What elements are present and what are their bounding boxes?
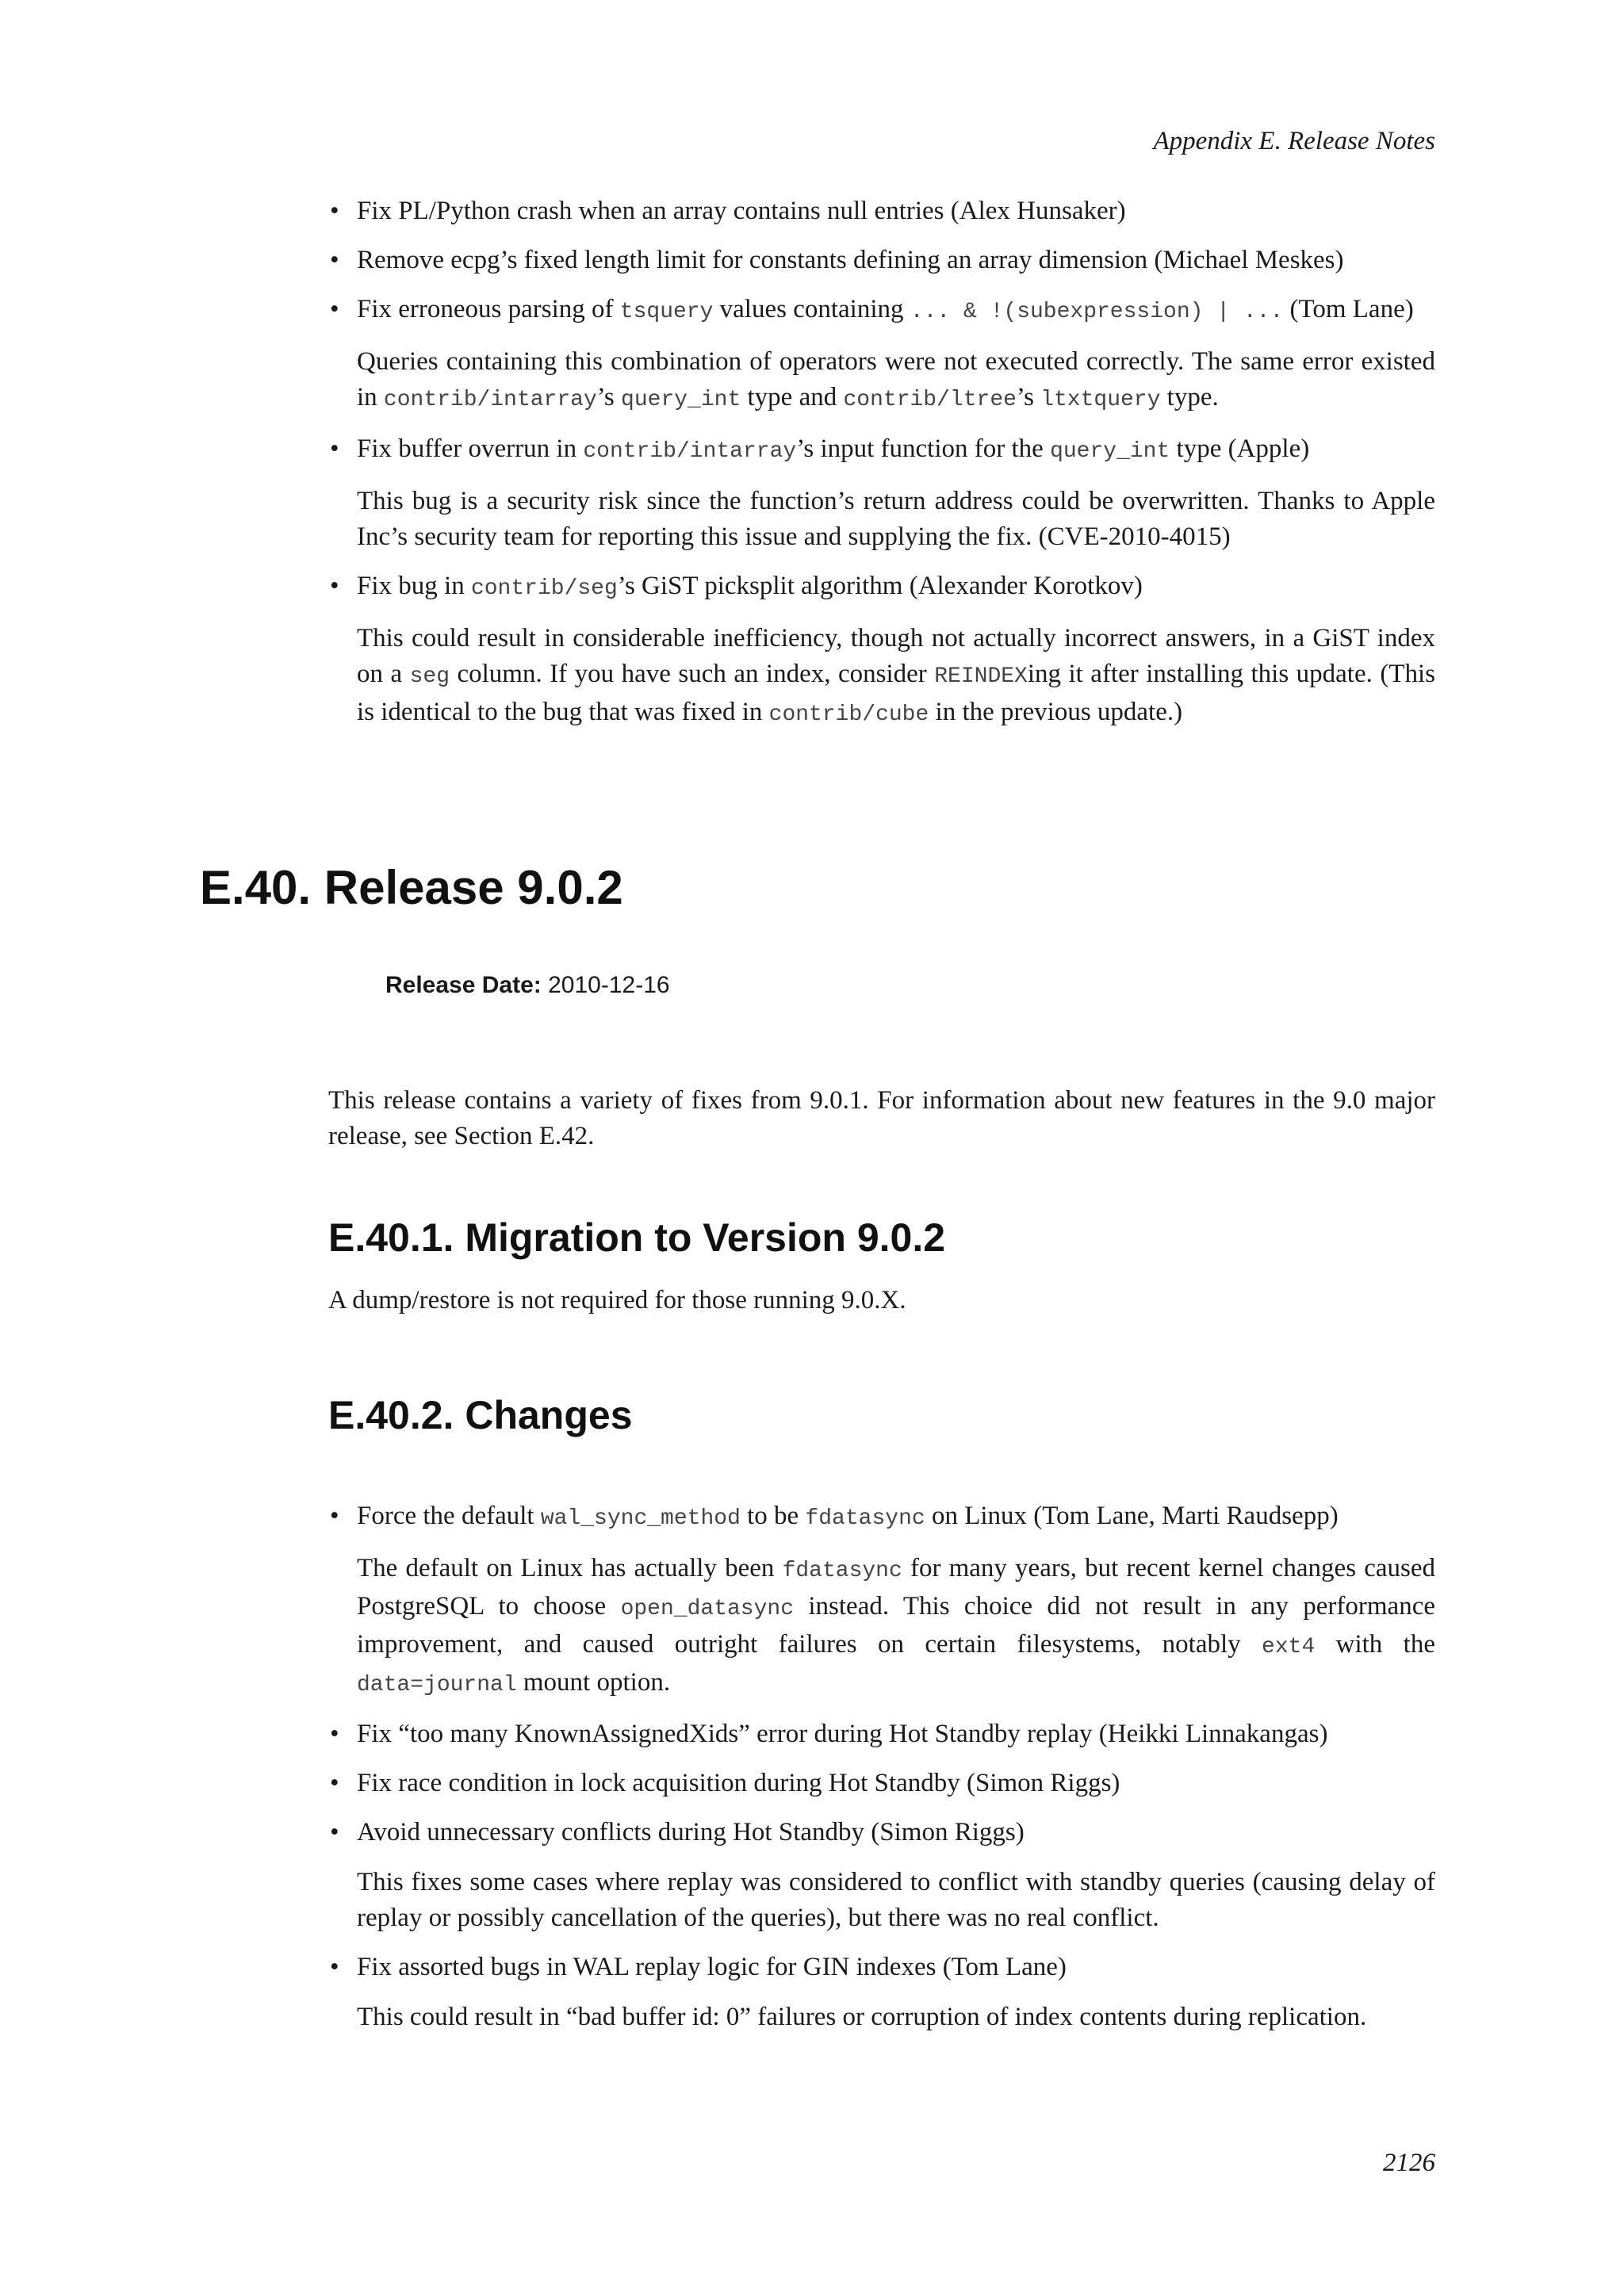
release-date (385, 972, 670, 999)
item-note: The default on Linux has actually been fdatasync for many years, but recent kernel changes caused PostgreSQL to choose open_datasync instead. This choice did not result in any performance improvement, and caused outright failures on certain filesystems, notably ext4 with the data=journal mount option. (357, 1554, 1436, 1697)
list-item (328, 1498, 1435, 1703)
list-item (328, 243, 1435, 278)
release-date-label: Release Date: (385, 972, 542, 998)
bullet-icon: • (330, 295, 339, 323)
list-item (328, 292, 1435, 418)
item-note: Queries containing this combination of operators were not executed correctly. The same error existed in contrib/intarray’s query_int type and contrib/ltree’s ltxtquery type. (357, 347, 1435, 412)
previous-release-fixes (328, 193, 1435, 746)
section-title: E.40. Release 9.0.2 (200, 861, 623, 914)
list-item (328, 1716, 1435, 1752)
bullet-icon: • (330, 1502, 339, 1530)
list-item (328, 1950, 1435, 2035)
item-text: Fix “too many KnownAssignedXids” error during Hot Standby replay (Heikki Linnakangas) (357, 1720, 1328, 1748)
item-text: Fix PL/Python crash when an array contains null entries (Alex Hunsaker) (357, 197, 1126, 225)
item-note: This could result in considerable inefficiency, though not actually incorrect answers, in a GiST index on a seg column. If you have such an index, consider REINDEXing it after installing this update. (This is identical to the bug that was fixed in contrib/cube in the previous update.) (357, 624, 1435, 727)
running-head: Appendix E. Release Notes (1153, 127, 1435, 155)
bullet-icon: • (330, 434, 339, 463)
list-item (328, 431, 1435, 555)
migration-heading: E.40.1. Migration to Version 9.0.2 (328, 1215, 946, 1260)
list-item (328, 568, 1435, 733)
changes-list-container (328, 1498, 1435, 2049)
item-note: This fixes some cases where replay was considered to conflict with standby queries (causing delay of replay or possibly cancellation of the queries), but there was no real conflict. (357, 1868, 1435, 1932)
item-text: Fix buffer overrun in contrib/intarray’s input function for the query_int type (Apple) (357, 434, 1310, 464)
item-text: Avoid unnecessary conflicts during Hot Standby (Simon Riggs) (357, 1818, 1025, 1846)
item-note: This could result in “bad buffer id: 0” failures or corruption of index contents during replication. (357, 2003, 1367, 2031)
bullet-icon: • (330, 572, 339, 600)
item-text: Fix race condition in lock acquisition during Hot Standby (Simon Riggs) (357, 1769, 1120, 1797)
bullet-icon: • (330, 1720, 339, 1748)
item-note: This bug is a security risk since the function’s return address could be overwritten. Thanks to Apple Inc’s security team for reporting this issue and supplying the fix. (CVE-2010-4015) (357, 487, 1435, 551)
code-tsquery: tsquery (619, 300, 714, 324)
item-text: Remove ecpg’s fixed length limit for constants defining an array dimension (Michael Meskes) (357, 246, 1344, 274)
changes-list (328, 1498, 1435, 2035)
bullet-icon: • (330, 1769, 339, 1797)
item-text: Fix erroneous parsing of tsquery values containing ... & !(subexpression) | ... (Tom Lane) (357, 295, 1414, 324)
page-number: 2126 (1383, 2149, 1435, 2177)
item-text: Fix assorted bugs in WAL replay logic for GIN indexes (Tom Lane) (357, 1953, 1067, 1981)
bullet-icon: • (330, 1953, 339, 1981)
section-intro: This release contains a variety of fixes from 9.0.1. For information about new features in the 9.0 major release, see Section E.42. (328, 1086, 1435, 1150)
list-item (328, 1815, 1435, 1936)
migration-text: A dump/restore is not required for those running 9.0.X. (328, 1286, 906, 1314)
bullet-icon: • (330, 246, 339, 274)
changes-heading: E.40.2. Changes (328, 1393, 633, 1437)
bullet-icon: • (330, 197, 339, 225)
item-text: Fix bug in contrib/seg’s GiST picksplit algorithm (Alexander Korotkov) (357, 572, 1143, 601)
release-date-value: 2010-12-16 (548, 972, 670, 998)
bullet-icon: • (330, 1818, 339, 1846)
item-text: Force the default wal_sync_method to be fdatasync on Linux (Tom Lane, Marti Raudsepp) (357, 1502, 1339, 1531)
list-item (328, 1766, 1435, 1801)
list-item (328, 193, 1435, 229)
fix-list (328, 193, 1435, 733)
code-expression: ... & !(subexpression) | ... (910, 300, 1284, 324)
